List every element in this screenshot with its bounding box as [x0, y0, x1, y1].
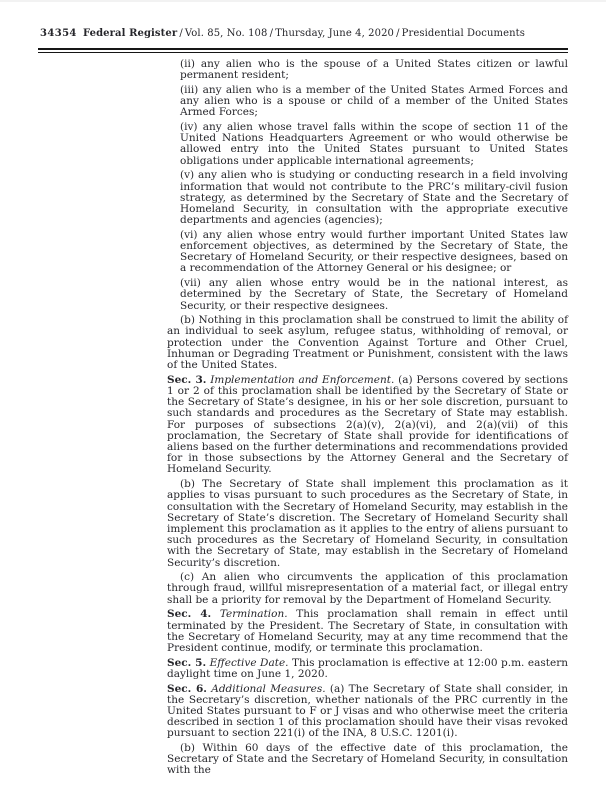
section-3-paragraph-b: (b) The Secretary of State shall implement this proclamation as it applies to visas pursuant to such procedures as the Secretary of State, in consultation with the Secretary of Homeland Security, may establish in the Secretary of State’s discretion. The Secretary of Homeland Security shall implement this proclamation as it applies to the entry of aliens pursuant to such procedures as the Secretary of Homeland Security, in consultation with the Secretary of State, may establish in the Secretary of Homeland Security’s discretion.: [167, 478, 568, 569]
section-4-text: This proclamation shall remain in effect until terminated by the President. The Secretary of State, in consultation with the Secretary of Homeland Security, may at any time recommend that the President continue, modify, or terminate this proclamation.: [167, 608, 569, 654]
section-6: [167, 684, 568, 740]
header-double-rule: [38, 48, 568, 53]
clause-iii: (iii) any alien who is a member of the United States Armed Forces and any alien who is a spouse or child of a member of the United States Armed Forces;: [180, 83, 568, 119]
clause-v: (v) any alien who is studying or conducting research in a field involving information that would not contribute to the PRC’s military-civil fusion strategy, as determined by the Secretary of State and the Secretary of Homeland Security, in consultation with the appropriate executive departments and agencies (agencies);: [180, 169, 568, 227]
section-4-label: Sec. 4.: [167, 608, 212, 621]
running-head: [40, 28, 568, 39]
section-6-text: (a) The Secretary of State shall consider, in the Secretary’s discretion, whether nationals of the PRC currently in the United States pursuant to F or J visas and who otherwise meet the criteria described in section 1 of this proclamation should have their visas revoked pursuant to section 221(i) of the INA, 8 U.S.C. 1201(i).: [167, 682, 568, 740]
clause-ii: (ii) any alien who is the spouse of a United States citizen or lawful permanent resident;: [180, 58, 568, 82]
section-5-label: Sec. 5.: [167, 656, 207, 669]
section-3-text: (a) Persons covered by sections 1 or 2 of this proclamation shall be identified by the Secretary of State or the Secretary of State’s designee, in his or her sole discretion, pursuant to such standards and procedures as the Secretary of State may establish. For purposes of subsections 2(a)(v), 2(a)(vi), and 2(a)(vii) of this proclamation, the Secretary of State shall provide for identifications of aliens based on the further determinations and recommendations provided for in those subsections by the Attorney General and the Secretary of Homeland Security.: [167, 373, 568, 476]
section-3: [167, 375, 568, 476]
section-5-title: Effective Date.: [209, 656, 289, 669]
section-3-label: Sec. 3.: [167, 373, 207, 386]
section-5: [167, 658, 568, 680]
journal-title: Federal Register: [82, 28, 178, 39]
clause-vi: (vi) any alien whose entry would further important United States law enforcement objectives, as determined by the Secretary of State, the Secretary of Homeland Security, or their respective designees, based on a recommendation of the Attorney General or his designee; or: [180, 228, 568, 275]
section-4: [167, 609, 568, 654]
page-number: 34354: [40, 28, 77, 39]
section-6-label: Sec. 6.: [167, 682, 207, 695]
section-6-title: Additional Measures.: [211, 682, 326, 695]
clause-vii: (vii) any alien whose entry would be in the national interest, as determined by the Secretary of State, the Secretary of Homeland Security, or their respective designees.: [180, 277, 568, 312]
section-3-title: Implementation and Enforcement.: [210, 373, 395, 386]
document-body: [167, 59, 568, 780]
journal-citation: / Vol. 85, No. 108 / Thursday, June 4, 2020 / Presidential Documents: [177, 28, 526, 39]
clause-iv: (iv) any alien whose travel falls within the scope of section 11 of the United Nations Headquarters Agreement or who would otherwise be allowed entry into the United States pursuant to United States obligations under applicable international agreements;: [180, 121, 568, 167]
section-4-title: Termination.: [219, 608, 288, 621]
section-6-paragraph-b: (b) Within 60 days of the effective date of this proclamation, the Secretary of State and the Secretary of Homeland Security, in consultation with the: [167, 742, 568, 777]
paragraph-b-limitations: (b) Nothing in this proclamation shall be construed to limit the ability of an individual to seek asylum, refugee status, withholding of removal, or protection under the Convention Against Torture and Other Cruel, Inhuman or Degrading Treatment or Punishment, consistent with the laws of the United States.: [167, 314, 568, 372]
section-3-paragraph-c: (c) An alien who circumvents the application of this proclamation through fraud, willful misrepresentation of a material fact, or illegal entry shall be a priority for removal by the Department of Homeland Security.: [167, 571, 568, 606]
page-header: [40, 28, 568, 42]
section-5-text: This proclamation is effective at 12:00 p.m. eastern daylight time on June 1, 2020.: [167, 656, 568, 680]
